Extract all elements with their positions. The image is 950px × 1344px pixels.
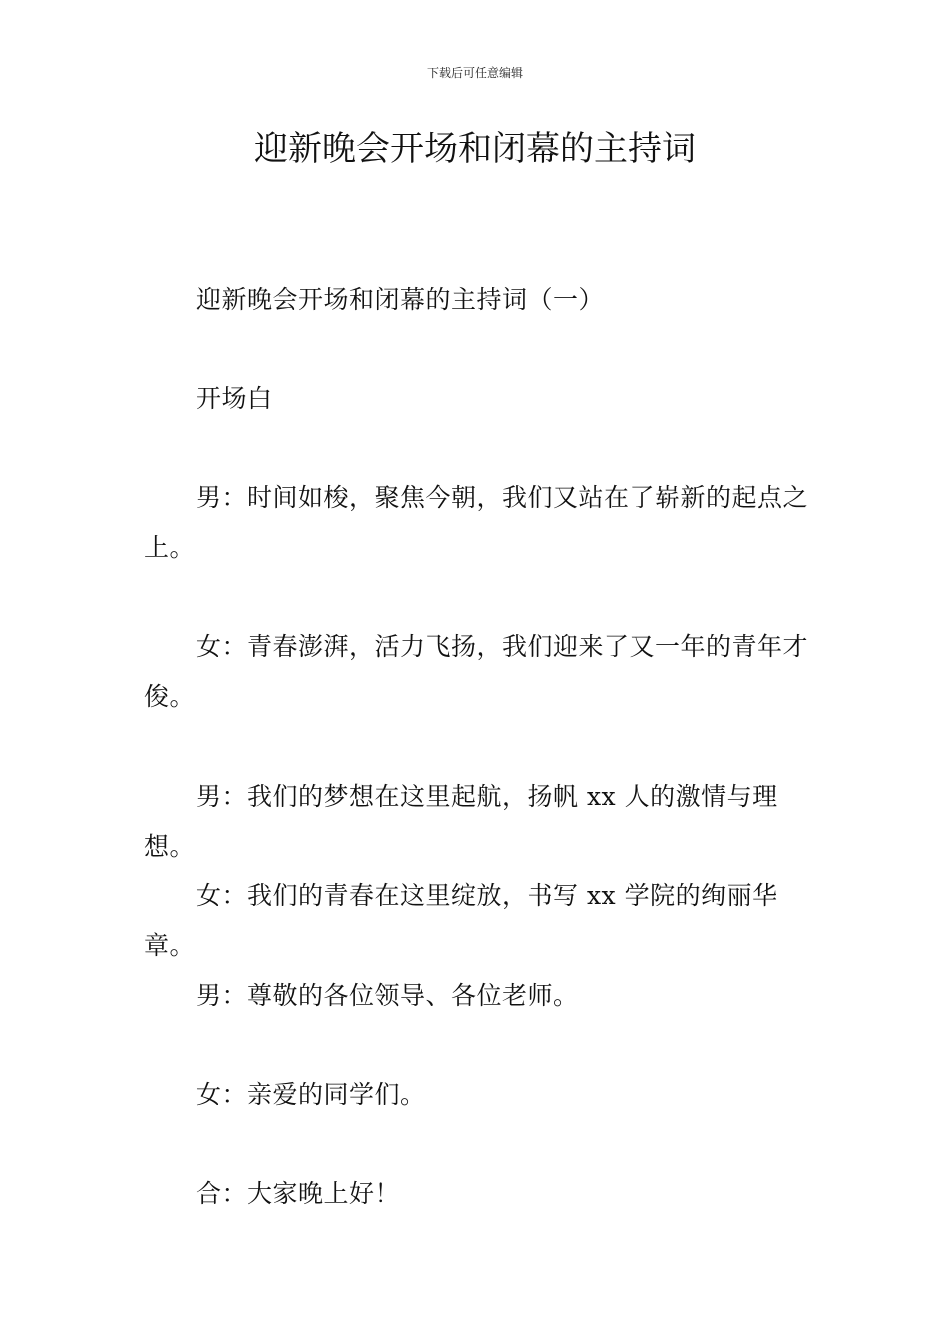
paragraph: 女：亲爱的同学们。 xyxy=(196,1080,426,1109)
paragraph: 女：青春澎湃，活力飞扬，我们迎来了又一年的青年才俊。 xyxy=(144,632,809,711)
paragraph: 男：时间如梭，聚焦今朝，我们又站在了崭新的起点之上。 xyxy=(144,483,809,562)
paragraph: 男：我们的梦想在这里起航，扬帆 xx 人的激情与理想。 xyxy=(144,782,778,861)
paragraph: 女：我们的青春在这里绽放，书写 xx 学院的绚丽华章。 xyxy=(144,881,778,960)
paragraph: 合：大家晚上好！ xyxy=(196,1179,401,1208)
paragraph-opening-label: 开场白 xyxy=(196,384,273,413)
document-title: 迎新晚会开场和闭幕的主持词 xyxy=(254,129,696,169)
paragraph: 男：尊敬的各位领导、各位老师。 xyxy=(196,981,579,1010)
header-note: 下载后可任意编辑 xyxy=(426,66,523,80)
section-heading: 迎新晚会开场和闭幕的主持词（一） xyxy=(196,285,605,314)
